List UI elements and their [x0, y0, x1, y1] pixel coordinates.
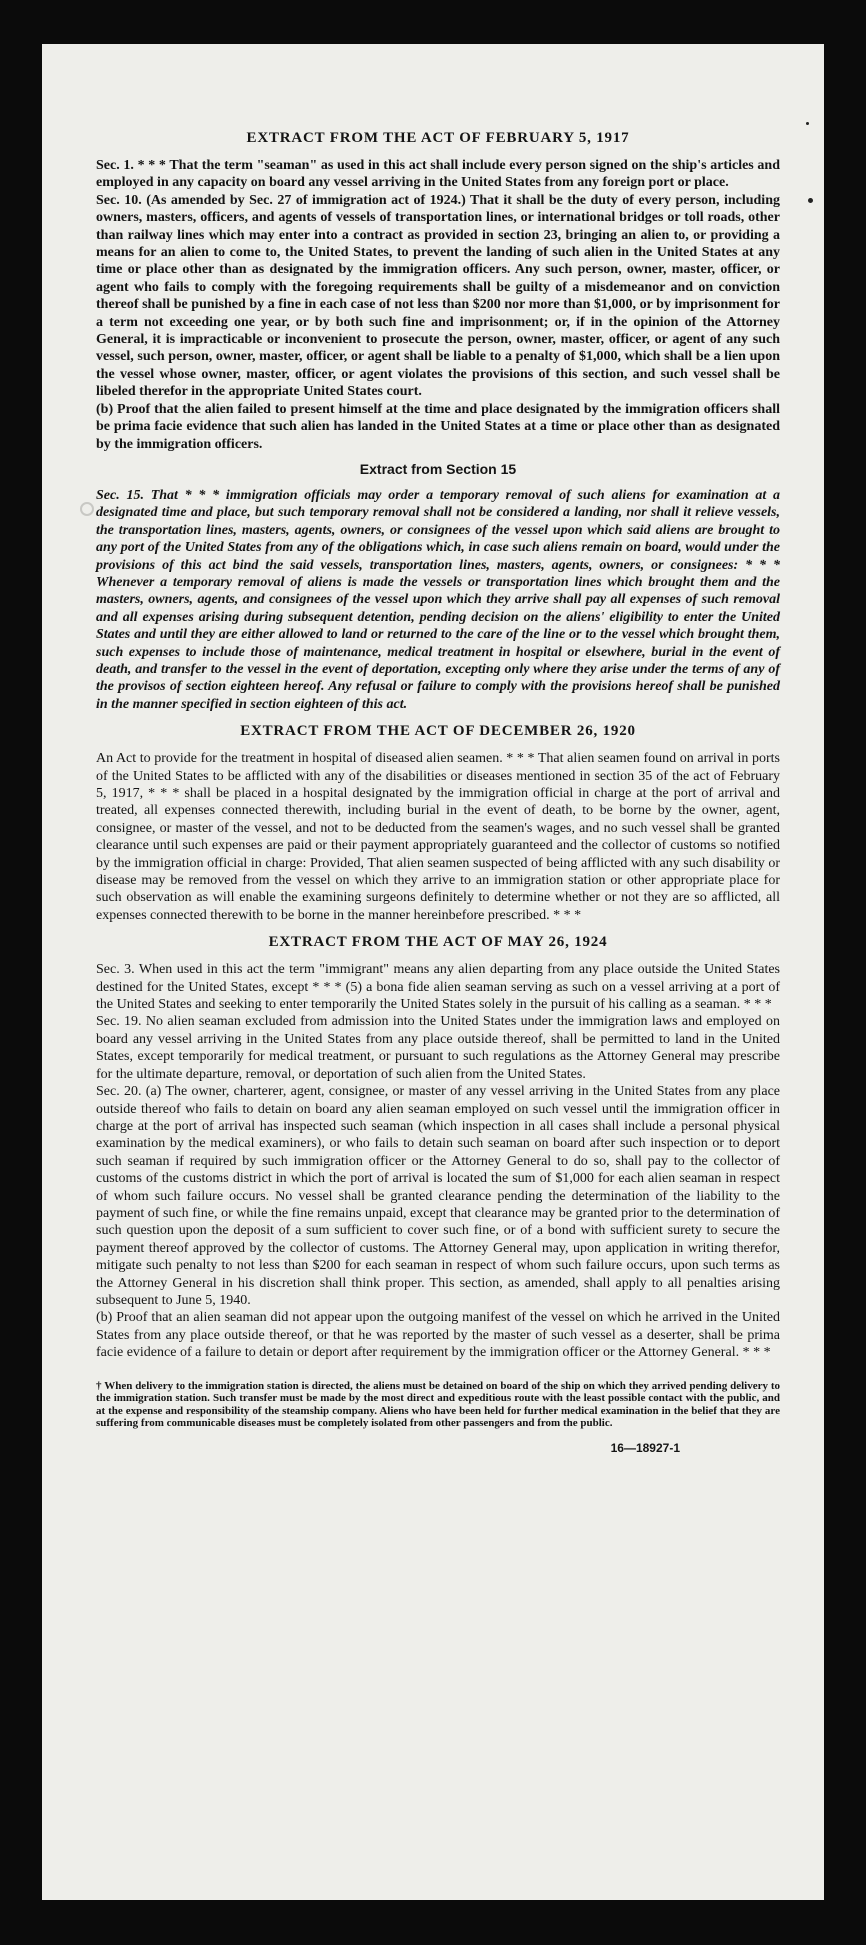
paragraph-act-1920: An Act to provide for the treatment in hospital of diseased alien seamen. * * * That alien seamen found on arrival in ports of the United States to be afflicted with any of the disabilities or diseases mentioned in section 35 of the act of February 5, 1917, * * * shall be placed in a hospital designated by the immigration official in charge at the port of arrival and treated, all expenses connected therewith, including burial in the event of death, to be borne by the owner, agent, consignee, or master of the vessel, and not to be deducted from the seamen's wages, and no such vessel shall be granted clearance until such expenses are paid or their payment appropriately guaranteed and the collector of customs so notified by the immigration official in charge: Provided, That alien seamen suspected of being afflicted with any such disability or disease may be removed from the vessel on which they arrive to an immigration station or other appropriate place for such observation as will enable the examining surgeons definitely to determine whether or not they are so afflicted, all expenses connected therewith to be borne in the manner hereinbefore prescribed. * * *	[96, 751, 780, 923]
paragraph-sec10: Sec. 10. (As amended by Sec. 27 of immigration act of 1924.) That it shall be the duty of every person, including owners, masters, officers, and agents of vessels of transportation lines, or international bridges or toll roads, other than railway lines which may enter into a contract as provided in section 23, bringing an alien to, or providing a means for an alien to come to, the United States, to prevent the landing of such alien in the United States at any time or place other than as designated by the immigration officers. Any such person, owner, master, officer, or agent who fails to comply with the foregoing requirements shall be guilty of a misdemeanor and on conviction thereof shall be punished by a fine in each case of not less than $200 nor more than $1,000, or by imprisonment for a term not exceeding one year, or by both such fine and imprisonment; or, if in the opinion of the Attorney General, it is impracticable or inconvenient to prosecute the person, owner, master, officer, or agent of any such vessel, such person, owner, master, officer, or agent shall be liable to a penalty of $1,000, which shall be a lien upon the vessel whose owner, master, officer, or agent violates the provisions of this section, and such vessel shall be libeled therefor in the appropriate United States court.	[96, 192, 780, 400]
paragraph-sec20-b: (b) Proof that an alien seaman did not appear upon the outgoing manifest of the vessel on which he arrived in the United States from any place outside thereof, or that he was reported by the master of such vessel as a deserter, shall be prima facie evidence of a failure to detain or deport after requirement by the immigration officer or the Attorney General. * * *	[96, 1310, 780, 1361]
heading-act-1920: EXTRACT FROM THE ACT OF DECEMBER 26, 1920	[240, 723, 636, 740]
heading-act-1924: EXTRACT FROM THE ACT OF MAY 26, 1924	[268, 934, 608, 951]
paragraph-sec19: Sec. 19. No alien seaman excluded from admission into the United States under the immigration laws and employed on board any vessel arriving in the United States from any place outside thereof, shall be permitted to land in the United States, except temporarily for medical treatment, or pursuant to such regulations as the Attorney General may prescribe for the ultimate departure, removal, or deportation of such alien from the United States.	[96, 1014, 780, 1082]
paragraph-sec15: Sec. 15. That * * * immigration officials may order a temporary removal of such aliens for examination at a designated time and place, but such temporary removal shall not be considered a landing, nor shall it relieve vessels, the transportation lines, masters, agents, owners, or consignees of the vessel upon which said aliens are brought to any port of the United States from any of the obligations which, in case such aliens remain on board, would under the provisions of this act bind the said vessels, transportation lines, masters, agents, owners, or consignees: * * * Whenever a temporary removal of aliens is made the vessels or transportation lines which brought them and the masters, owners, agents, and consignees of the vessel upon which they arrive shall pay all expenses of such removal and all expenses arising during subsequent detention, pending decision on the aliens' eligibility to enter the United States and until they are either allowed to land or returned to the care of the line or to the vessel which brought them, such expenses to include those of maintenance, medical treatment in hospital or elsewhere, burial in the event of death, and transfer to the vessel in the event of deportation, excepting only where they arise under the terms of any of the provisos of section eighteen hereof. Any refusal or failure to comply with the provisions hereof shall be punished in the manner specified in section eighteen of this act.	[96, 487, 780, 712]
paragraph-sec20-a: Sec. 20. (a) The owner, charterer, agent, consignee, or master of any vessel arriving in the United States from any place outside thereof who fails to detain on board any alien seaman employed on such vessel until the immigration officer in charge at the port of arrival has inspected such seaman (which inspection in all cases shall include a personal physical examination by the medical examiners), or who fails to detain such seaman on board after such inspection or to deport such seaman if required by such immigration officer or the Attorney General to do so, shall pay to the collector of customs of the customs district in which the port of arrival is located the sum of $1,000 for each alien seaman in respect of whom such failure occurs. No vessel shall be granted clearance pending the determination of the liability to the payment of such fine, or while the fine remains unpaid, except that clearance may be granted prior to the determination of such question upon the deposit of a sum sufficient to cover such fine, or of a bond with sufficient surety to secure the payment thereof approved by the collector of customs. The Attorney General may, upon application in writing therefor, mitigate such penalty to not less than $200 for each seaman in respect of whom such failure occurs, upon such terms as the Attorney General in his discretion shall think proper. This section, as amended, shall apply to all penalties arising subsequent to June 5, 1940.	[96, 1084, 780, 1308]
footnote: † When delivery to the immigration station is directed, the aliens must be detained on board of the ship on which they arrived pending delivery to the immigration station. Such transfer must be made by the most direct and expeditious route with the least possible contact with the public, and at the expense and responsibility of the steamship company. Aliens who have been held for further medical examination in the belief that they are suffering from communicable diseases must be completely isolated from other passengers and from the public.	[96, 1379, 780, 1430]
speck-mark	[806, 122, 809, 125]
speck-mark	[808, 198, 813, 203]
paragraph-sec1: Sec. 1. * * * That the term "seaman" as used in this act shall include every person signed on the ship's articles and employed in any capacity on board any vessel arriving in the United States from any foreign port or place.	[96, 158, 780, 191]
heading-act-1917: EXTRACT FROM THE ACT OF FEBRUARY 5, 1917	[246, 130, 630, 146]
subheading-section-15: Extract from Section 15	[359, 460, 517, 477]
form-number: 16—18927-1	[610, 1440, 680, 1455]
hole-punch-mark	[80, 502, 94, 516]
document-page	[42, 44, 824, 1900]
paragraph-sec3: Sec. 3. When used in this act the term "immigrant" means any alien departing from any place outside the United States destined for the United States, except * * * (5) a bona fide alien seaman serving as such on a vessel arriving at a port of the United States and seeking to enter temporarily the United States solely in the pursuit of his calling as a seaman. * * *	[96, 962, 780, 1013]
paragraph-sec10-b: (b) Proof that the alien failed to present himself at the time and place designated by the immigration officers shall be prima facie evidence that such alien has landed in the United States at a time or place other than as designated by the immigration officers.	[96, 401, 780, 452]
